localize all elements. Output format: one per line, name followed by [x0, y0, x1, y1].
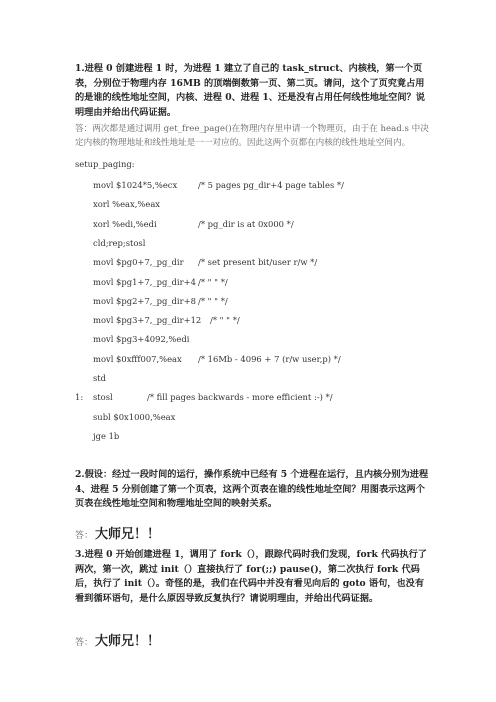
code-line: [75, 353, 425, 365]
code-comment: /* " " */: [198, 276, 228, 287]
code-line: [75, 391, 425, 403]
code-instruction: subl $0x1000,%eax: [93, 411, 176, 422]
code-line: [75, 372, 425, 384]
code-instruction: movl $pg1+7,_pg_dir+4: [93, 276, 196, 287]
code-line: [75, 295, 425, 307]
code-line: [75, 314, 425, 326]
code-instruction: std: [93, 373, 107, 383]
answer-2: [75, 523, 160, 542]
code-line: [75, 430, 425, 442]
code-comment: /* fill pages backwards - more efficient :-) */: [147, 392, 333, 403]
question-3: 3.进程 0 开始创建进程 1，调用了 fork（），跟踪代码时我们发现，fork 代码执行了两次，第一次，跳过 init（）直接执行了 for(;;) pause()，第二次执行 fork 代码后，执行了 init（）。奇怪的是，我们在代码中并没有看见向后的 goto 语句，也没有看到循环语句，是什么原因导致反复执行？请说明理由，并给出代码证据。: [75, 549, 427, 604]
code-line: [75, 218, 425, 230]
code-comment: /* set present bit/user r/w */: [198, 257, 318, 268]
question-2: 2.假设：经过一段时间的运行，操作系统中已经有 5 个进程在运行，且内核分别为进程 4、进程 5 分别创建了第一个页表，这两个页表在谁的线性地址空间？用图表示这两个页表在线性地址空间和物理地址空间的映射关系。: [75, 469, 429, 509]
code-instruction: movl $pg3+4092,%edi: [93, 334, 190, 345]
code-line: [75, 237, 425, 249]
code-line: [75, 411, 425, 423]
code-comment: /* pg_dir is at 0x000 */: [198, 218, 294, 229]
code-comment: /* " " */: [210, 315, 240, 326]
code-line: [75, 256, 425, 268]
code-line: [75, 198, 425, 210]
code-comment: /* " " */: [198, 295, 228, 306]
answer-2-prefix: 答：: [75, 531, 94, 541]
code-instruction: cld;rep;stosl: [93, 237, 146, 248]
code-line: [75, 276, 425, 288]
answer-2-text: 大师兄！！: [95, 527, 161, 542]
code-instruction: movl $pg0+7,_pg_dir: [93, 257, 184, 268]
code-line: [75, 179, 425, 191]
code-instruction: movl $pg3+7,_pg_dir+12: [93, 315, 202, 326]
code-heading: setup_paging:: [75, 159, 135, 169]
code-instruction: movl $pg2+7,_pg_dir+8: [93, 295, 196, 306]
answer-1: 答：两次都是通过调用 get_free_page()在物理内存里申请一个物理页，由于在 head.s 中决定内核的物理地址和线性地址是一一对应的。因此这两个页都在内核的线性地址空间内。: [75, 124, 429, 148]
answer-3-prefix: 答：: [75, 638, 94, 648]
question-1: 1.进程 0 创建进程 1 时，为进程 1 建立了自己的 task_struct、内核栈，第一个页表，分别位于物理内存 16MB 的顶端倒数第一页、第二页。请问，这个了页究竟占用的是谁的线性地址空间，内核、进程 0、进程 1、还是没有占用任何线性地址空间？说明理由并给出代码证据。: [75, 63, 425, 118]
code-instruction: movl $1024*5,%ecx: [93, 180, 178, 190]
code-comment: /* 16Mb - 4096 + 7 (r/w user,p) */: [198, 353, 341, 364]
code-instruction: xorl %edi,%edi: [93, 218, 157, 229]
answer-3-text: 大师兄！！: [95, 634, 161, 649]
code-instruction: stosl: [93, 392, 113, 403]
code-comment: /* 5 pages pg_dir+4 page tables */: [198, 180, 344, 190]
code-instruction: jge 1b: [93, 430, 120, 441]
code-label: 1:: [75, 392, 84, 403]
code-line: [75, 333, 425, 345]
answer-3: [75, 630, 160, 649]
code-instruction: movl $0xfff007,%eax: [93, 353, 182, 364]
code-instruction: xorl %eax,%eax: [93, 199, 161, 210]
